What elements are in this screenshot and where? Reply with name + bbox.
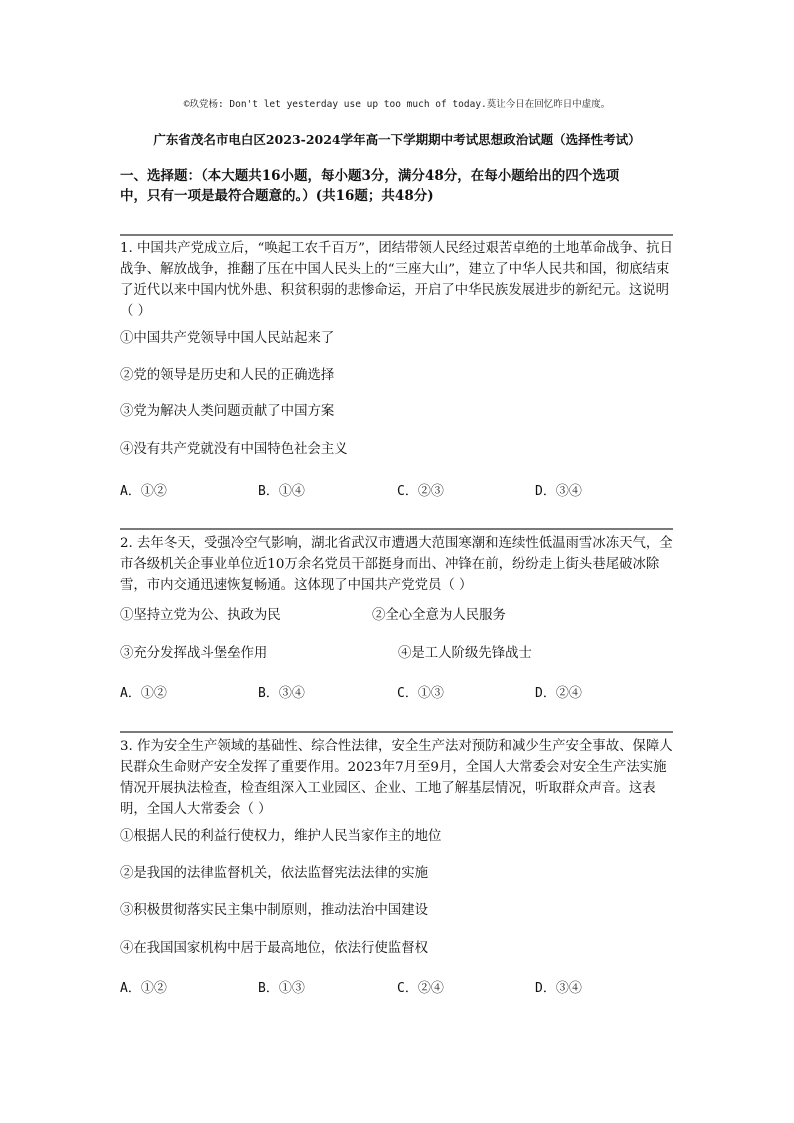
question-1-statement-3: ③党为解决人类问题贡献了中国方案 (120, 404, 335, 419)
question-3-answer-b: B．①③ (258, 981, 305, 996)
section-heading (120, 166, 680, 206)
question-divider (120, 731, 673, 733)
question-3-statement-3: ③积极贯彻落实民主集中制原则，推动法治中国建设 (120, 903, 428, 918)
question-2-answer-c: C．①③ (397, 686, 444, 701)
header-watermark: ©玖党杨: Don't let yesterday use up too much of today.莫让今日在回忆昨日中虚度。 (183, 99, 611, 110)
section-heading-line-1: 一、选择题：（本大题共16小题，每小题3分，满分48分，在每小题给出的四个选项 (120, 168, 620, 184)
question-3-answer-c: C．②④ (397, 981, 444, 996)
document-title: 广东省茂名市电白区2023-2024学年高一下学期期中考试思想政治试题（选择性考试） (153, 132, 641, 147)
question-1-answer-a: A．①② (120, 484, 167, 499)
question-1-statement-1: ①中国共产党领导中国人民站起来了 (120, 331, 335, 346)
question-1-statement-4: ④没有共产党就没有中国特色社会主义 (120, 442, 348, 457)
question-2-statement-3: ③充分发挥战斗堡垒作用 (120, 646, 268, 661)
question-2-statement-1: ①坚持立党为公、执政为民 (120, 608, 281, 623)
question-2-answer-d: D．②④ (535, 686, 582, 701)
question-2-statement-2: ②全心全意为人民服务 (372, 608, 506, 623)
question-3-answer-a: A．①② (120, 981, 167, 996)
question-1-answer-c: C．②③ (397, 484, 444, 499)
question-2-stem: 2. 去年冬天，受强冷空气影响，湖北省武汉市遭遇大范围寒潮和连续性低温雨雪冰冻天气，全市各级机关企事业单位近10万余名党员干部挺身而出、冲锋在前，纷纷走上街头巷尾破冰除雪，市内交通迅速恢复畅通。这体现了中国共产党党员（ ） (120, 536, 673, 593)
question-3-statement-1: ①根据人民的利益行使权力，维护人民当家作主的地位 (120, 829, 442, 844)
section-heading-line-2: 中，只有一项是最符合题意的。）(共16题；共48分) (120, 188, 434, 204)
question-3-stem: 3. 作为安全生产领域的基础性、综合性法律，安全生产法对预防和减少生产安全事故、保障人民群众生命财产安全发挥了重要作用。2023年7月至9月，全国人大常委会对安全生产法实施情况开展执法检查，检查组深入工业园区、企业、工地了解基层情况，听取群众声音。这表明，全国人大常委会（ ） (120, 739, 673, 817)
question-3-statement-2: ②是我国的法律监督机关，依法监督宪法法律的实施 (120, 866, 428, 881)
question-1-statement-2: ②党的领导是历史和人民的正确选择 (120, 368, 335, 383)
question-2-statement-4: ④是工人阶级先锋战士 (398, 646, 532, 661)
question-1-stem: 1. 中国共产党成立后，“唤起工农千百万”，团结带领人民经过艰苦卓绝的土地革命战争、抗日战争、解放战争，推翻了压在中国人民头上的“三座大山”，建立了中华人民共和国，彻底结束了近代以来中国内忧外患、积贫积弱的悲惨命运，开启了中华民族发展进步的新纪元。这说明（ ） (120, 241, 673, 319)
question-1-answer-d: D．③④ (535, 484, 582, 499)
question-3-statement-4: ④在我国国家机构中居于最高地位，依法行使监督权 (120, 941, 428, 956)
question-divider (120, 528, 673, 530)
question-2-answer-b: B．③④ (258, 686, 305, 701)
question-1-answer-b: B．①④ (258, 484, 305, 499)
question-divider (120, 234, 673, 236)
question-2-answer-a: A．①② (120, 686, 167, 701)
question-3-answer-d: D．③④ (535, 981, 582, 996)
